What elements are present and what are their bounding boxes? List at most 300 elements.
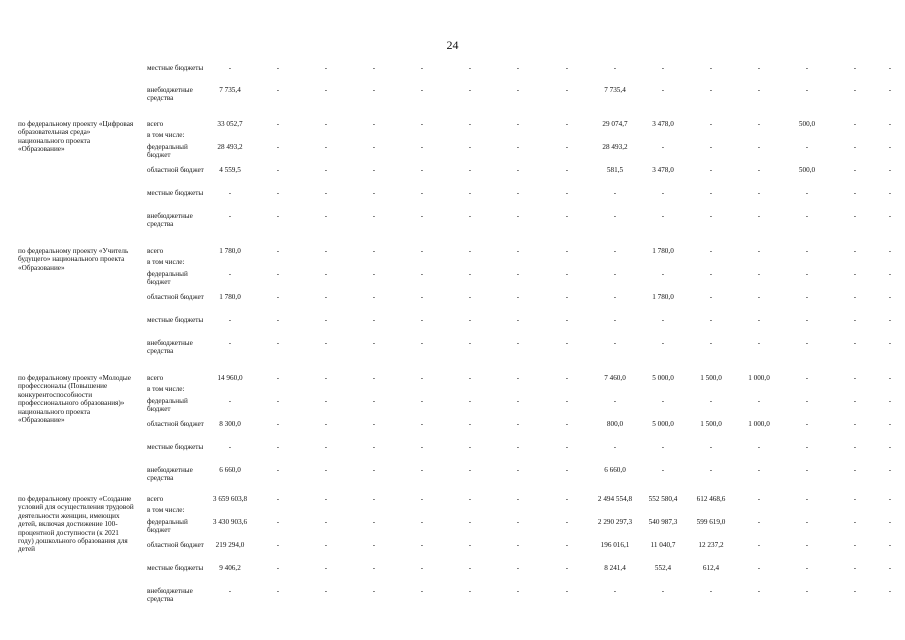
table-cell: 1 780,0 bbox=[652, 293, 674, 301]
table-cell: - bbox=[516, 270, 520, 278]
table-cell: 1 780,0 bbox=[219, 247, 241, 255]
table-cell: - bbox=[805, 212, 809, 220]
table-cell: - bbox=[228, 64, 232, 72]
table-cell: - bbox=[468, 495, 472, 503]
table-cell: - bbox=[420, 541, 424, 549]
table-cell: - bbox=[757, 316, 761, 324]
funding-source-label: всего bbox=[147, 120, 164, 128]
table-cell: - bbox=[516, 495, 520, 503]
table-cell: - bbox=[709, 247, 713, 255]
project-title: по федеральному проекту «Создание условий для осуществления трудовой деятельности женщин, имеющих детей, включая достижение 100-процентной доступности (к 2021 году) дошкольного образования для детей bbox=[18, 495, 134, 554]
table-cell: - bbox=[805, 189, 809, 197]
table-cell: - bbox=[613, 270, 617, 278]
table-cell: - bbox=[468, 564, 472, 572]
table-cell: - bbox=[228, 443, 232, 451]
table-cell: - bbox=[468, 293, 472, 301]
table-cell: - bbox=[228, 339, 232, 347]
table-cell: - bbox=[888, 189, 892, 197]
table-cell: - bbox=[709, 316, 713, 324]
table-cell: - bbox=[565, 143, 569, 151]
table-cell: - bbox=[757, 541, 761, 549]
table-cell: - bbox=[853, 247, 857, 255]
table-cell: - bbox=[420, 86, 424, 94]
funding-source-label: в том числе: bbox=[147, 258, 185, 266]
table-cell: - bbox=[853, 587, 857, 595]
table-cell: - bbox=[516, 466, 520, 474]
table-cell: - bbox=[853, 86, 857, 94]
table-cell: - bbox=[276, 86, 280, 94]
table-cell: - bbox=[757, 166, 761, 174]
table-cell: - bbox=[565, 518, 569, 526]
table-cell: - bbox=[468, 316, 472, 324]
table-cell: - bbox=[372, 120, 376, 128]
table-cell: - bbox=[420, 518, 424, 526]
table-cell: - bbox=[324, 374, 328, 382]
table-cell: - bbox=[853, 495, 857, 503]
table-cell: 581,5 bbox=[606, 166, 624, 174]
table-cell: - bbox=[661, 86, 665, 94]
table-cell: - bbox=[228, 189, 232, 197]
table-cell: 5 000,0 bbox=[652, 374, 674, 382]
table-cell: - bbox=[805, 293, 809, 301]
table-cell: - bbox=[805, 564, 809, 572]
table-cell: - bbox=[853, 564, 857, 572]
table-cell: - bbox=[661, 466, 665, 474]
table-cell: - bbox=[565, 293, 569, 301]
table-cell: - bbox=[888, 420, 892, 428]
table-cell: - bbox=[709, 120, 713, 128]
table-cell: - bbox=[805, 443, 809, 451]
table-cell: - bbox=[420, 189, 424, 197]
table-cell: - bbox=[565, 397, 569, 405]
table-cell: - bbox=[468, 86, 472, 94]
table-cell: - bbox=[420, 270, 424, 278]
table-cell: - bbox=[661, 443, 665, 451]
table-cell: - bbox=[853, 120, 857, 128]
table-cell: - bbox=[420, 587, 424, 595]
table-cell: - bbox=[565, 270, 569, 278]
funding-source-label: внебюджетные средства bbox=[147, 587, 193, 604]
table-cell: - bbox=[888, 495, 892, 503]
table-cell: - bbox=[853, 518, 857, 526]
table-cell: - bbox=[565, 443, 569, 451]
table-cell: - bbox=[276, 316, 280, 324]
table-cell: - bbox=[661, 270, 665, 278]
table-cell: - bbox=[888, 64, 892, 72]
table-cell: 2 290 297,3 bbox=[597, 518, 633, 526]
table-cell: - bbox=[372, 518, 376, 526]
table-cell: - bbox=[372, 64, 376, 72]
table-cell: - bbox=[276, 212, 280, 220]
table-cell: - bbox=[516, 374, 520, 382]
funding-source-label: всего bbox=[147, 495, 164, 503]
table-cell: - bbox=[853, 374, 857, 382]
table-cell: - bbox=[372, 212, 376, 220]
table-cell: - bbox=[853, 339, 857, 347]
table-cell: - bbox=[757, 64, 761, 72]
table-cell: - bbox=[468, 374, 472, 382]
table-cell: - bbox=[276, 339, 280, 347]
funding-source-label: местные бюджеты bbox=[147, 443, 204, 451]
table-cell: - bbox=[372, 189, 376, 197]
table-cell: - bbox=[565, 541, 569, 549]
table-cell: - bbox=[324, 86, 328, 94]
table-cell: - bbox=[888, 120, 892, 128]
table-cell: 196 016,1 bbox=[600, 541, 630, 549]
table-cell: - bbox=[468, 212, 472, 220]
table-cell: - bbox=[516, 212, 520, 220]
table-cell: - bbox=[613, 443, 617, 451]
table-cell: - bbox=[709, 189, 713, 197]
funding-source-label: областной бюджет bbox=[147, 420, 204, 428]
table-cell: - bbox=[372, 293, 376, 301]
table-cell: - bbox=[276, 189, 280, 197]
funding-source-label: областной бюджет bbox=[147, 166, 204, 174]
table-cell: - bbox=[853, 466, 857, 474]
table-cell: - bbox=[888, 518, 892, 526]
table-cell: 29 074,7 bbox=[602, 120, 628, 128]
table-cell: - bbox=[805, 270, 809, 278]
table-cell: - bbox=[420, 316, 424, 324]
table-cell: 500,0 bbox=[798, 166, 816, 174]
table-cell: - bbox=[757, 86, 761, 94]
funding-source-label: в том числе: bbox=[147, 385, 185, 393]
table-cell: - bbox=[372, 466, 376, 474]
table-cell: - bbox=[661, 587, 665, 595]
table-cell: - bbox=[888, 443, 892, 451]
table-cell: 7 460,0 bbox=[604, 374, 626, 382]
table-cell: - bbox=[757, 397, 761, 405]
table-cell: - bbox=[613, 247, 617, 255]
table-cell: - bbox=[709, 86, 713, 94]
table-cell: - bbox=[805, 143, 809, 151]
table-cell: - bbox=[565, 247, 569, 255]
table-cell: 3 430 903,6 bbox=[212, 518, 248, 526]
table-cell: - bbox=[276, 64, 280, 72]
table-cell: - bbox=[468, 420, 472, 428]
table-cell: - bbox=[516, 189, 520, 197]
table-cell: - bbox=[516, 64, 520, 72]
table-cell: - bbox=[324, 189, 328, 197]
table-cell: - bbox=[516, 518, 520, 526]
table-cell: 500,0 bbox=[798, 120, 816, 128]
table-cell: - bbox=[757, 247, 761, 255]
table-cell: - bbox=[757, 443, 761, 451]
table-cell: - bbox=[888, 587, 892, 595]
table-cell: - bbox=[516, 316, 520, 324]
table-cell: - bbox=[709, 166, 713, 174]
table-cell: - bbox=[276, 443, 280, 451]
table-cell: - bbox=[276, 120, 280, 128]
funding-source-label: местные бюджеты bbox=[147, 189, 204, 197]
table-cell: - bbox=[888, 247, 892, 255]
table-cell: - bbox=[420, 420, 424, 428]
table-cell: - bbox=[372, 339, 376, 347]
table-cell: - bbox=[516, 143, 520, 151]
table-cell: - bbox=[516, 397, 520, 405]
table-cell: - bbox=[276, 143, 280, 151]
table-cell: - bbox=[565, 189, 569, 197]
project-title: по федеральному проекту «Молодые профессионалы (Повышение конкурентоспособности профессионального образования)» национального проекта «Образование» bbox=[18, 374, 131, 425]
table-cell: - bbox=[709, 339, 713, 347]
table-cell: - bbox=[709, 397, 713, 405]
table-cell: - bbox=[853, 541, 857, 549]
table-cell: - bbox=[420, 466, 424, 474]
table-cell: - bbox=[565, 339, 569, 347]
table-cell: - bbox=[565, 212, 569, 220]
table-cell: - bbox=[661, 64, 665, 72]
table-cell: 3 478,0 bbox=[652, 120, 674, 128]
table-cell: - bbox=[276, 541, 280, 549]
table-cell: - bbox=[324, 166, 328, 174]
table-cell: 9 406,2 bbox=[219, 564, 241, 572]
table-cell: 3 478,0 bbox=[652, 166, 674, 174]
table-cell: - bbox=[372, 495, 376, 503]
table-cell: - bbox=[565, 120, 569, 128]
table-cell: - bbox=[420, 143, 424, 151]
table-cell: - bbox=[468, 270, 472, 278]
table-cell: - bbox=[853, 270, 857, 278]
table-cell: - bbox=[888, 466, 892, 474]
table-cell: - bbox=[757, 270, 761, 278]
table-cell: - bbox=[276, 374, 280, 382]
table-cell: - bbox=[709, 293, 713, 301]
table-cell: - bbox=[888, 541, 892, 549]
table-cell: - bbox=[372, 270, 376, 278]
table-cell: - bbox=[853, 143, 857, 151]
table-cell: - bbox=[276, 166, 280, 174]
table-cell: - bbox=[468, 518, 472, 526]
table-cell: - bbox=[420, 564, 424, 572]
table-cell: - bbox=[468, 143, 472, 151]
table-cell: - bbox=[757, 293, 761, 301]
table-cell: - bbox=[276, 564, 280, 572]
table-cell: 1 780,0 bbox=[219, 293, 241, 301]
table-cell: - bbox=[709, 212, 713, 220]
table-cell: - bbox=[757, 189, 761, 197]
table-cell: - bbox=[276, 247, 280, 255]
table-cell: 7 735,4 bbox=[604, 86, 626, 94]
table-cell: - bbox=[516, 443, 520, 451]
table-cell: - bbox=[805, 466, 809, 474]
table-cell: - bbox=[888, 212, 892, 220]
table-cell: - bbox=[468, 587, 472, 595]
table-cell: - bbox=[805, 541, 809, 549]
table-cell: - bbox=[757, 212, 761, 220]
table-cell: - bbox=[853, 64, 857, 72]
table-cell: - bbox=[468, 189, 472, 197]
table-cell: - bbox=[613, 316, 617, 324]
table-cell: - bbox=[468, 466, 472, 474]
table-cell: - bbox=[324, 495, 328, 503]
table-cell: 219 294,0 bbox=[215, 541, 245, 549]
table-cell: 552,4 bbox=[654, 564, 672, 572]
table-cell: - bbox=[613, 64, 617, 72]
funding-source-label: всего bbox=[147, 374, 164, 382]
table-cell: - bbox=[372, 564, 376, 572]
table-cell: - bbox=[468, 64, 472, 72]
funding-source-label: местные бюджеты bbox=[147, 564, 204, 572]
table-cell: - bbox=[757, 587, 761, 595]
table-cell: - bbox=[661, 143, 665, 151]
table-cell: - bbox=[613, 397, 617, 405]
table-cell: - bbox=[805, 587, 809, 595]
table-cell: - bbox=[324, 316, 328, 324]
table-cell: - bbox=[888, 339, 892, 347]
table-cell: 5 000,0 bbox=[652, 420, 674, 428]
table-cell: - bbox=[420, 374, 424, 382]
table-cell: - bbox=[805, 420, 809, 428]
funding-source-label: всего bbox=[147, 247, 164, 255]
table-cell: - bbox=[324, 120, 328, 128]
table-cell: - bbox=[888, 564, 892, 572]
table-cell: - bbox=[853, 293, 857, 301]
table-cell: - bbox=[565, 64, 569, 72]
table-cell: 8 241,4 bbox=[604, 564, 626, 572]
table-cell: - bbox=[757, 564, 761, 572]
table-cell: - bbox=[805, 518, 809, 526]
table-cell: - bbox=[516, 247, 520, 255]
table-cell: - bbox=[853, 166, 857, 174]
table-cell: 11 040,7 bbox=[650, 541, 676, 549]
table-cell: - bbox=[324, 541, 328, 549]
table-cell: - bbox=[661, 316, 665, 324]
table-cell: 12 237,2 bbox=[698, 541, 724, 549]
table-cell: - bbox=[516, 86, 520, 94]
table-cell: - bbox=[565, 564, 569, 572]
table-cell: - bbox=[757, 495, 761, 503]
table-cell: - bbox=[888, 397, 892, 405]
table-cell: - bbox=[372, 143, 376, 151]
table-cell: - bbox=[420, 443, 424, 451]
table-cell: - bbox=[276, 293, 280, 301]
table-cell: - bbox=[372, 541, 376, 549]
table-cell: - bbox=[468, 120, 472, 128]
project-title: по федеральному проекту «Цифровая образовательная среда» национального проекта «Образование» bbox=[18, 120, 134, 154]
table-cell: - bbox=[324, 420, 328, 428]
table-cell: - bbox=[709, 443, 713, 451]
table-cell: - bbox=[613, 293, 617, 301]
table-cell: - bbox=[420, 293, 424, 301]
funding-source-label: федеральный бюджет bbox=[147, 143, 188, 160]
table-cell: - bbox=[420, 339, 424, 347]
funding-source-label: местные бюджеты bbox=[147, 316, 204, 324]
table-cell: - bbox=[888, 316, 892, 324]
table-cell: - bbox=[805, 339, 809, 347]
table-cell: - bbox=[888, 293, 892, 301]
table-cell: 552 580,4 bbox=[648, 495, 678, 503]
table-cell: - bbox=[757, 518, 761, 526]
table-cell: - bbox=[709, 587, 713, 595]
table-cell: - bbox=[372, 166, 376, 174]
table-cell: 612,4 bbox=[702, 564, 720, 572]
table-cell: - bbox=[853, 420, 857, 428]
table-cell: 2 494 554,8 bbox=[597, 495, 633, 503]
table-cell: - bbox=[661, 212, 665, 220]
table-cell: 6 660,0 bbox=[604, 466, 626, 474]
project-title: по федеральному проекту «Учитель будущего» национального проекта «Образование» bbox=[18, 247, 129, 272]
funding-source-label: в том числе: bbox=[147, 131, 185, 139]
table-cell: - bbox=[468, 443, 472, 451]
table-cell: - bbox=[516, 587, 520, 595]
table-cell: - bbox=[516, 541, 520, 549]
table-cell: - bbox=[324, 270, 328, 278]
table-cell: 28 493,2 bbox=[602, 143, 628, 151]
table-cell: 612 468,6 bbox=[696, 495, 726, 503]
funding-source-label: внебюджетные средства bbox=[147, 212, 193, 229]
table-cell: - bbox=[420, 166, 424, 174]
table-cell: - bbox=[372, 86, 376, 94]
table-cell: - bbox=[276, 518, 280, 526]
table-cell: - bbox=[516, 420, 520, 428]
table-cell: 1 780,0 bbox=[652, 247, 674, 255]
table-cell: - bbox=[228, 212, 232, 220]
table-cell: - bbox=[805, 316, 809, 324]
table-cell: - bbox=[516, 120, 520, 128]
table-cell: 800,0 bbox=[606, 420, 624, 428]
funding-source-label: федеральный бюджет bbox=[147, 518, 188, 535]
table-cell: - bbox=[565, 466, 569, 474]
table-cell: - bbox=[888, 166, 892, 174]
table-cell: 8 300,0 bbox=[219, 420, 241, 428]
table-cell: - bbox=[709, 466, 713, 474]
table-cell: - bbox=[613, 212, 617, 220]
table-cell: - bbox=[757, 466, 761, 474]
table-cell: - bbox=[324, 466, 328, 474]
funding-source-label: местные бюджеты bbox=[147, 64, 204, 72]
table-cell: - bbox=[372, 420, 376, 428]
table-cell: 540 987,3 bbox=[648, 518, 678, 526]
table-cell: - bbox=[853, 443, 857, 451]
table-cell: - bbox=[276, 495, 280, 503]
table-cell: - bbox=[372, 443, 376, 451]
table-cell: 3 659 603,8 bbox=[212, 495, 248, 503]
table-cell: - bbox=[805, 86, 809, 94]
table-cell: - bbox=[565, 587, 569, 595]
table-cell: 28 493,2 bbox=[217, 143, 243, 151]
table-cell: - bbox=[420, 64, 424, 72]
table-cell: - bbox=[888, 143, 892, 151]
table-cell: - bbox=[565, 166, 569, 174]
table-cell: - bbox=[372, 374, 376, 382]
table-cell: - bbox=[853, 397, 857, 405]
table-cell: - bbox=[613, 587, 617, 595]
table-cell: - bbox=[757, 143, 761, 151]
table-cell: 1 500,0 bbox=[700, 374, 722, 382]
table-cell: - bbox=[324, 397, 328, 405]
table-cell: - bbox=[420, 397, 424, 405]
funding-source-label: внебюджетные средства bbox=[147, 86, 193, 103]
table-cell: - bbox=[324, 143, 328, 151]
table-cell: - bbox=[420, 212, 424, 220]
table-cell: - bbox=[613, 189, 617, 197]
table-cell: - bbox=[565, 316, 569, 324]
funding-source-label: федеральный бюджет bbox=[147, 270, 188, 287]
table-cell: - bbox=[372, 247, 376, 255]
table-cell: - bbox=[805, 374, 809, 382]
table-cell: - bbox=[709, 270, 713, 278]
table-cell: - bbox=[853, 212, 857, 220]
table-cell: - bbox=[888, 374, 892, 382]
funding-source-label: областной бюджет bbox=[147, 293, 204, 301]
table-cell: - bbox=[324, 587, 328, 595]
table-cell: - bbox=[324, 518, 328, 526]
table-cell: 33 052,7 bbox=[217, 120, 243, 128]
funding-source-label: областной бюджет bbox=[147, 541, 204, 549]
table-cell: - bbox=[468, 166, 472, 174]
table-cell: 1 000,0 bbox=[748, 374, 770, 382]
table-cell: 1 500,0 bbox=[700, 420, 722, 428]
